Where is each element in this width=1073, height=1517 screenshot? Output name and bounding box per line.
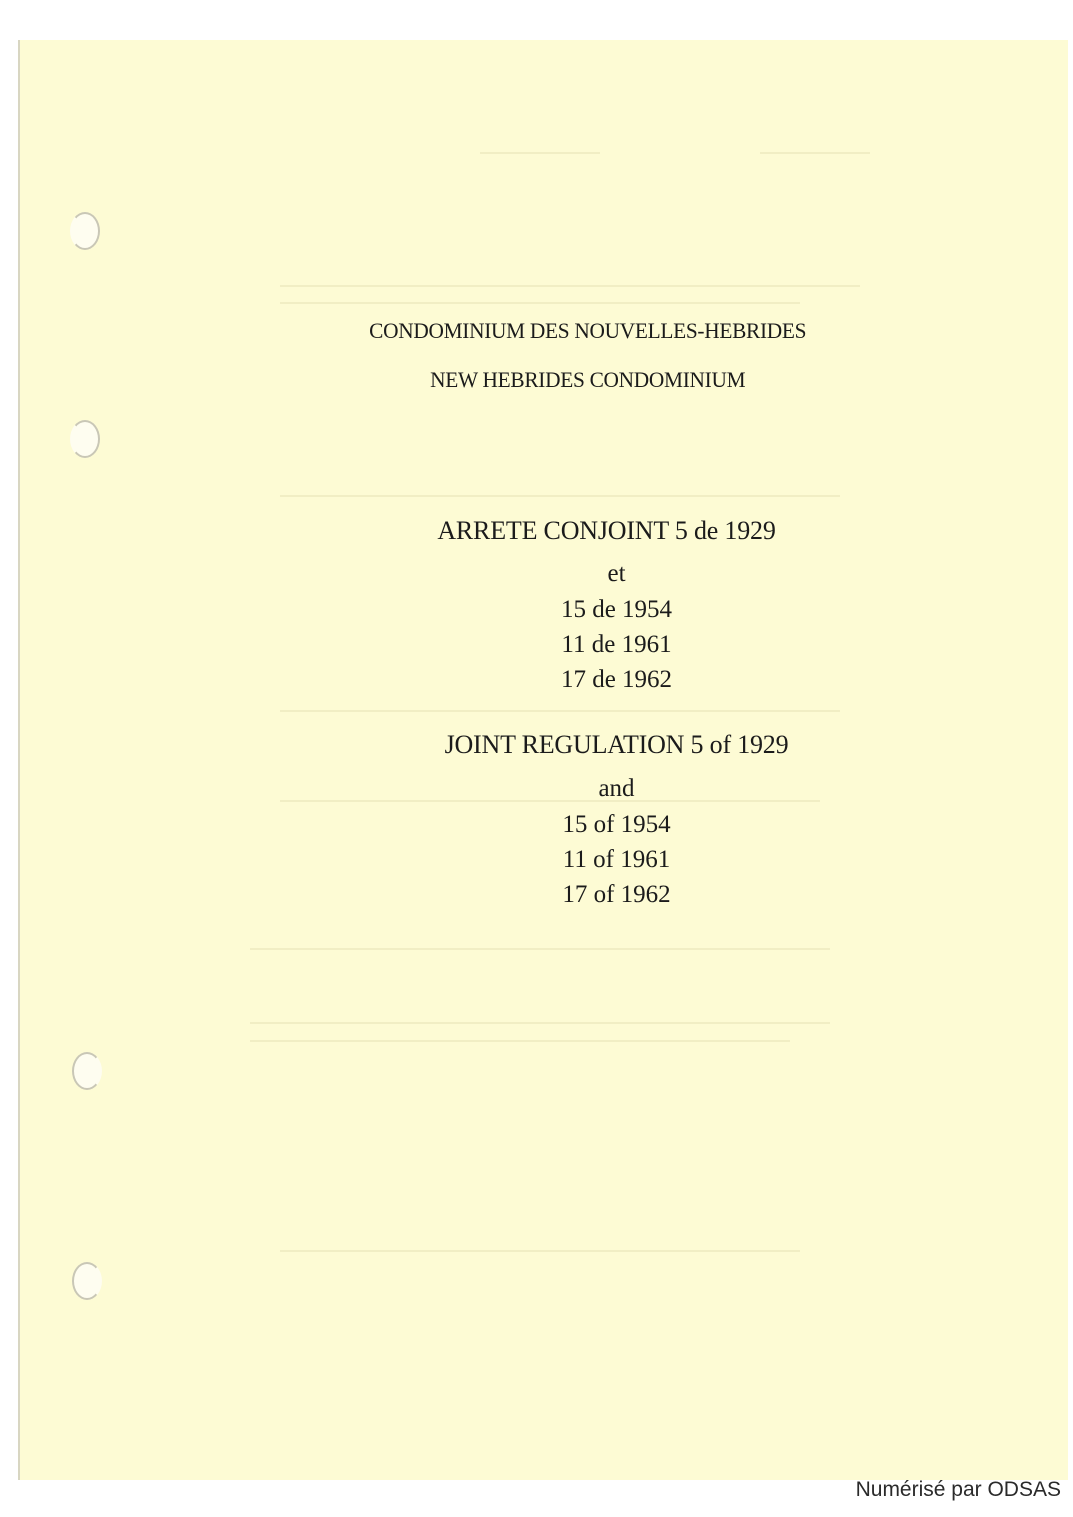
binder-hole	[72, 1262, 102, 1300]
show-through-line	[280, 285, 860, 287]
english-amendment-item: 17 of 1962	[562, 881, 671, 908]
show-through-line	[480, 152, 600, 154]
show-through-line	[280, 710, 840, 712]
french-amendment-item: 17 de 1962	[560, 666, 673, 693]
english-amendment-item: 11 of 1961	[562, 846, 671, 873]
french-amendment-item: 11 de 1961	[561, 631, 672, 658]
show-through-line	[280, 495, 840, 497]
show-through-line	[250, 1022, 830, 1024]
french-regulation-title: ARRETE CONJOINT 5 de 1929	[437, 516, 776, 545]
show-through-line	[280, 1250, 800, 1252]
show-through-line	[250, 1040, 790, 1042]
show-through-line	[760, 152, 870, 154]
header-line-french: CONDOMINIUM DES NOUVELLES-HEBRIDES	[369, 318, 807, 343]
binder-hole	[70, 212, 100, 250]
show-through-line	[280, 302, 800, 304]
french-amendment-item: 15 de 1954	[560, 596, 673, 623]
binder-hole	[72, 1052, 102, 1090]
document-page	[18, 40, 1068, 1480]
english-connector: and	[598, 775, 635, 802]
english-regulation-title: JOINT REGULATION 5 of 1929	[444, 730, 789, 759]
digitization-credit: Numérisé par ODSAS	[855, 1478, 1061, 1501]
binder-hole	[70, 420, 100, 458]
header-line-english: NEW HEBRIDES CONDOMINIUM	[430, 367, 746, 392]
french-connector: et	[607, 560, 626, 587]
english-amendment-item: 15 of 1954	[562, 811, 671, 838]
show-through-line	[250, 948, 830, 950]
